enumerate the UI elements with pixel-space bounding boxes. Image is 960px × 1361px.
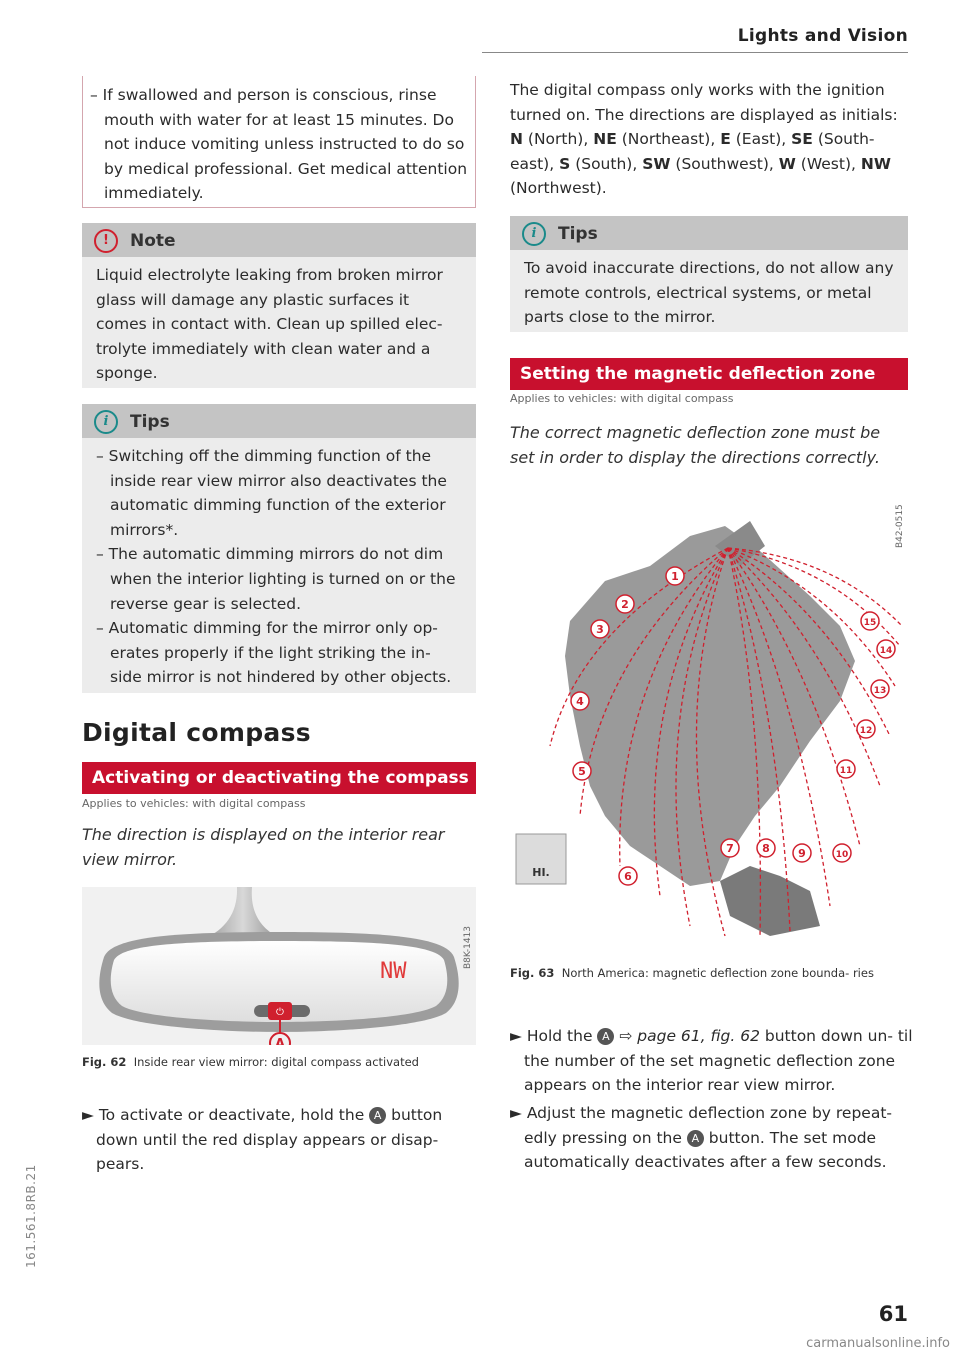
page-reference-link[interactable]: ⇨ page 61, fig. 62 <box>619 1027 760 1045</box>
warning-text <box>90 83 470 206</box>
step-text: button. The set mode automatically deactivates after a few seconds. <box>524 1128 887 1172</box>
figure-63-caption <box>510 964 902 983</box>
zone-number: 6 <box>624 870 632 883</box>
intro-text: (South), <box>570 154 643 173</box>
hawaii-label: HI. <box>532 866 550 879</box>
zone-number: 5 <box>578 765 586 778</box>
dir-n: N <box>510 130 523 149</box>
zone-number: 11 <box>839 766 853 776</box>
figure-63 <box>510 486 908 956</box>
zone-number: 13 <box>873 686 887 696</box>
warning-item: – If swallowed and person is conscious, rinse mouth with water for at least 15 minutes. Do not induce vomiting unless instructed to do so by medical professional. Get medical attention immediately. <box>90 86 468 203</box>
figure-62 <box>82 887 476 1045</box>
compass-display: NW <box>380 959 407 984</box>
zone-number: 7 <box>726 842 734 855</box>
step-text: ► To activate or deactivate, hold the <box>82 1106 365 1124</box>
intro-text: The digital compass only works with the ignition turned on. The directions are displayed as initials: <box>510 81 898 124</box>
note-body <box>82 257 476 388</box>
tips-title: Tips <box>558 224 598 244</box>
power-icon: ⏻ <box>276 1007 284 1018</box>
tips-header <box>82 404 476 438</box>
step-hold <box>510 1024 920 1098</box>
caption-text: North America: magnetic deflection zone bounda- ries <box>561 966 874 980</box>
dir-e: E <box>720 130 731 149</box>
header-rule <box>482 52 908 53</box>
step-adjust <box>510 1101 920 1175</box>
step-text: button down until the red display appears or disap- pears. <box>96 1106 443 1174</box>
tips-text: To avoid inaccurate directions, do not allow any remote controls, electrical systems, or metal parts close to the mirror. <box>524 259 894 327</box>
zone-number: 14 <box>879 646 893 656</box>
watermark: carmanualsonline.info <box>806 1336 950 1351</box>
dir-ne: NE <box>593 130 617 149</box>
tips-item: – The automatic dimming mirrors do not dim when the interior lighting is turned on or the reverse gear is selected. <box>96 545 456 613</box>
note-title: Note <box>130 231 176 251</box>
subsection-title-right: Setting the magnetic deflection zone <box>510 358 908 390</box>
exclamation-icon: ! <box>94 229 118 253</box>
deflection-zone-map <box>510 486 908 956</box>
step-text: ► Hold the <box>510 1027 593 1045</box>
caption-number: Fig. 63 <box>510 966 555 980</box>
zone-number: 3 <box>596 623 604 636</box>
applies-text-right: Applies to vehicles: with digital compass <box>510 392 734 405</box>
zone-number: 9 <box>798 847 806 860</box>
tips-body <box>82 438 476 693</box>
info-icon: i <box>522 222 546 246</box>
figure-code: B42-0515 <box>895 504 905 548</box>
intro-text: (Northeast), <box>616 130 721 149</box>
running-header: Lights and Vision <box>737 26 908 46</box>
tips-item: – Automatic dimming for the mirror only op- erates properly if the light striking the in- side mirror is not hindered by other objects. <box>96 619 452 687</box>
dir-nw: NW <box>860 154 891 173</box>
tips-title: Tips <box>130 412 170 432</box>
dir-w: W <box>778 154 796 173</box>
info-icon: i <box>94 410 118 434</box>
zone-number: 1 <box>671 570 679 583</box>
applies-text: Applies to vehicles: with digital compass <box>82 797 306 810</box>
dir-sw: SW <box>642 154 671 173</box>
step-text: button down un- til the number of the set magnetic deflection zone appears on the interior rear view mirror. <box>524 1027 913 1095</box>
subsection-title: Activating or deactivating the compass <box>82 762 476 794</box>
step-text: ► Adjust the magnetic deflection zone by repeat- edly pressing on the <box>510 1104 892 1147</box>
caption-number: Fig. 62 <box>82 1055 127 1069</box>
lead-text: The direction is displayed on the interior rear view mirror. <box>82 825 445 869</box>
intro-text: (Northwest). <box>510 179 607 198</box>
tips-body-right <box>510 250 908 332</box>
lead-text-right: The correct magnetic deflection zone must be set in order to display the directions correctly. <box>510 423 881 467</box>
zone-number: 4 <box>576 695 584 708</box>
page-number: 61 <box>878 1302 908 1326</box>
dir-se: SE <box>791 130 813 149</box>
intro-text: (North), <box>522 130 594 149</box>
intro-text: (West), <box>795 154 861 173</box>
figure-code: B8K-1413 <box>463 925 473 969</box>
zone-number: 10 <box>835 850 849 860</box>
dir-s: S <box>559 154 571 173</box>
label-a: A <box>274 1037 286 1045</box>
tips-item: – Switching off the dimming function of the inside rear view mirror also deactivates the automatic dimming function of the exterior mirrors*. <box>96 447 447 539</box>
caption-text: Inside rear view mirror: digital compass activated <box>133 1055 419 1069</box>
button-a-symbol: A <box>687 1130 704 1147</box>
intro-paragraph <box>510 78 906 201</box>
mirror-stem <box>204 887 282 939</box>
document-code: 161.561.8RB.21 <box>24 1164 38 1268</box>
intro-text: (South- east), <box>510 130 875 173</box>
button-a-symbol: A <box>597 1028 614 1045</box>
step-activate <box>82 1103 488 1177</box>
note-header <box>82 223 476 257</box>
zone-number: 12 <box>859 726 873 736</box>
zone-number: 8 <box>762 842 770 855</box>
note-text: Liquid electrolyte leaking from broken mirror glass will damage any plastic surfaces it comes in contact with. Clean up spilled elec- trolyte immediately with clean water and a sponge. <box>96 266 443 383</box>
figure-62-caption <box>82 1053 476 1072</box>
mirror-illustration <box>82 887 476 1045</box>
intro-text: (East), <box>730 130 792 149</box>
zone-number: 2 <box>621 598 629 611</box>
tips-header-right <box>510 216 908 250</box>
button-a-symbol: A <box>369 1107 386 1124</box>
zone-number: 15 <box>863 618 877 628</box>
section-title: Digital compass <box>82 718 311 747</box>
intro-text: (Southwest), <box>670 154 779 173</box>
